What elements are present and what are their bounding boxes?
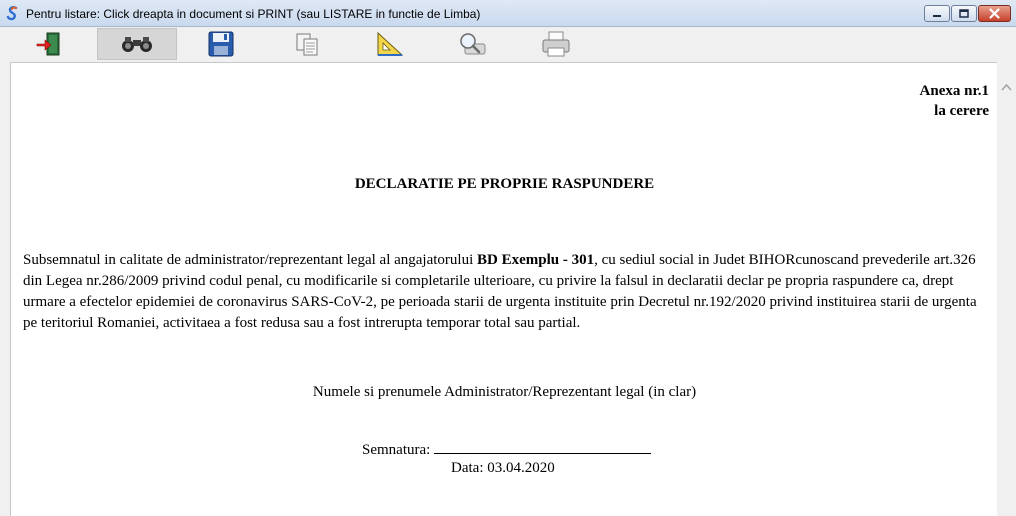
annex-subtitle: la cerere xyxy=(934,103,989,119)
signature-field xyxy=(362,441,651,459)
copy-button[interactable] xyxy=(267,28,347,60)
copy-documents-icon xyxy=(294,31,320,57)
printer-icon xyxy=(540,30,572,58)
scroll-up-icon[interactable] xyxy=(997,78,1016,98)
exit-door-icon xyxy=(35,31,61,57)
annex-number: Anexa nr.1 xyxy=(919,83,989,99)
vertical-scrollbar[interactable] xyxy=(997,62,1016,515)
exit-button[interactable] xyxy=(8,28,88,60)
print-button[interactable] xyxy=(516,28,596,60)
paragraph-body: , cu sediul social in Judet BIHORcunoscand prevederile art.326 din Legea nr.286/2009 privind codul penal, cu modificarile si completarile ulterioare, cu privire la falsul in declaratii declar pe propria raspundere ca, drept urmare a efectelor epidemiei de coronavirus SARS-CoV-2, pe perioada starii de urgenta instituite prin Decretul nr.192/2020 privind instituirea starii de urgenta pe teritoriul Romaniei, activitaea a fost redusa sau a fost intrerupta temporar total sau partial. xyxy=(23,252,977,331)
maximize-icon xyxy=(952,6,976,21)
declaration-heading: DECLARATIE PE PROPRIE RASPUNDERE xyxy=(354,176,655,192)
title-bar xyxy=(0,0,1016,27)
close-icon xyxy=(979,6,1010,21)
layout-button[interactable] xyxy=(350,28,430,60)
set-square-icon xyxy=(375,30,405,58)
window-title: Pentru listare: Click dreapta in document si PRINT (sau LISTARE in functie de Limba) xyxy=(26,7,481,21)
print-preview-button[interactable] xyxy=(432,28,512,60)
floppy-disk-save-icon xyxy=(207,30,235,58)
minimize-icon xyxy=(925,6,949,21)
print-preview-icon xyxy=(457,30,487,58)
toolbar xyxy=(0,27,1016,62)
app-logo-icon xyxy=(6,5,20,21)
maximize-button[interactable] xyxy=(951,5,977,22)
document-view[interactable] xyxy=(10,62,998,516)
binoculars-icon xyxy=(120,34,154,54)
close-button[interactable] xyxy=(978,5,1011,22)
date-label: Data: 03.04.2020 xyxy=(451,460,555,476)
minimize-button[interactable] xyxy=(924,5,950,22)
save-button[interactable] xyxy=(181,28,261,60)
name-label: Numele si prenumele Administrator/Reprezentant legal (in clar) xyxy=(312,384,697,400)
company-name: BD Exemplu - 301 xyxy=(477,252,595,268)
annex-header xyxy=(920,81,989,121)
signature-label: Semnatura: xyxy=(362,442,431,458)
signature-line xyxy=(434,441,651,454)
declaration-paragraph xyxy=(23,250,989,334)
paragraph-intro: Subsemnatul in calitate de administrator/reprezentant legal al angajatorului xyxy=(23,252,477,268)
search-button[interactable] xyxy=(97,28,177,60)
